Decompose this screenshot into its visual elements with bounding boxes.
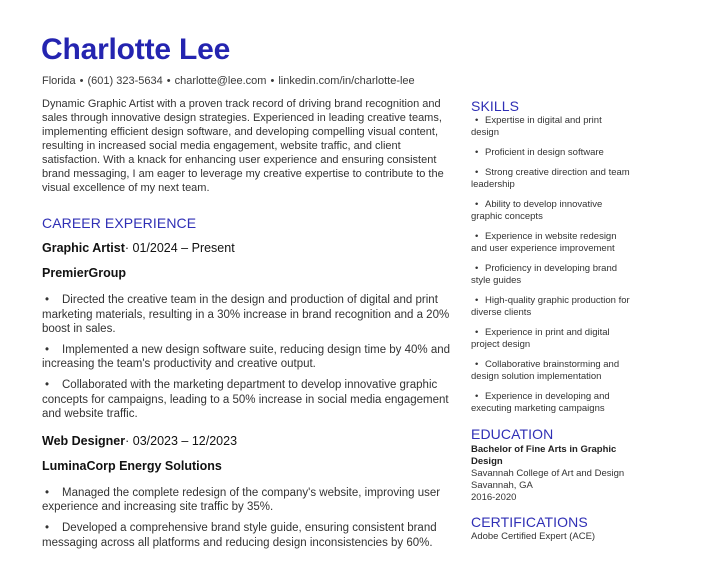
- company-name: LuminaCorp Energy Solutions: [42, 458, 222, 473]
- skill-item: [471, 147, 631, 159]
- bullet-icon: •: [475, 167, 479, 178]
- bullet-icon: •: [45, 378, 50, 391]
- skill-text: Proficiency in developing brand style guides: [471, 263, 618, 286]
- bullet-text: Directed the creative team in the design and production of digital and print marketing materials, resulting in a 30% increase in brand recognition and a 20% boost in sales.: [42, 294, 450, 336]
- job-bullets: [42, 486, 452, 550]
- bullet-text: Collaborated with the marketing department to develop innovative graphic concepts for campaigns, leading to a 50% increase in social media engagement and website traffic.: [42, 378, 449, 421]
- linkedin-link[interactable]: linkedin.com/in/charlotte-lee: [278, 75, 415, 87]
- school-location: Savannah, GA: [471, 480, 533, 491]
- bullet-text: Implemented a new design software suite, reducing design time by 40% and increasing the team's productivity and creative output.: [42, 343, 451, 371]
- skill-item: [471, 115, 631, 139]
- skill-item: [471, 263, 631, 287]
- degree: Bachelor of Fine Arts in Graphic Design: [471, 444, 617, 467]
- candidate-name: Charlotte Lee: [41, 33, 231, 66]
- location: Florida: [42, 75, 76, 87]
- sidebar-column: [471, 98, 631, 543]
- skills-list: [471, 115, 631, 415]
- contact-line: [42, 74, 415, 88]
- job-bullets: [42, 293, 452, 422]
- skill-text: Proficient in design software: [485, 147, 604, 158]
- bullet-icon: •: [45, 521, 50, 534]
- phone: (601) 323-5634: [87, 75, 163, 87]
- skill-text: Experience in website redesign and user experience improvement: [471, 231, 617, 254]
- skill-item: [471, 199, 631, 223]
- bullet-item: [42, 486, 452, 515]
- job-title-line: [42, 240, 452, 256]
- section-title-skills: SKILLS: [471, 98, 520, 114]
- section-title-certifications: CERTIFICATIONS: [471, 514, 588, 530]
- section-title-experience: CAREER EXPERIENCE: [42, 215, 197, 231]
- bullet-item: [42, 378, 452, 422]
- job-title-line: [42, 433, 452, 449]
- skill-text: Strong creative direction and team leadership: [471, 167, 630, 190]
- bullet-icon: •: [475, 359, 479, 370]
- skill-text: Ability to develop innovative graphic concepts: [471, 199, 603, 222]
- bullet-item: [42, 521, 452, 550]
- job-dates: · 01/2024 – Present: [124, 241, 235, 255]
- bullet-icon: •: [45, 343, 50, 356]
- job-role: Web Designer: [42, 433, 126, 448]
- separator: •: [166, 75, 171, 87]
- job-entry: [42, 433, 452, 550]
- company-name: PremierGroup: [42, 266, 127, 280]
- main-column: [42, 97, 452, 556]
- separator: •: [270, 75, 275, 87]
- professional-summary: Dynamic Graphic Artist with a proven track record of driving brand recognition and sales through innovative design strategies. Experienced in leading creative teams, implementing efficient design software, and developing compelling visual content, resulting in increased social media engagement, website traffic, and client satisfaction. With a knack for enhancing user experience and ensuring consistent brand messaging, I am eager to leverage my creative expertise to contribute to the visual excellence of my next team.: [42, 98, 444, 194]
- bullet-text: Managed the complete redesign of the company's website, improving user experience and increasing site traffic by 35%.: [42, 486, 441, 514]
- skill-text: Expertise in digital and print design: [471, 115, 602, 138]
- bullet-item: [42, 343, 452, 372]
- bullet-icon: •: [45, 486, 50, 499]
- skill-text: Experience in print and digital project design: [471, 327, 610, 350]
- job-dates: · 03/2023 – 12/2023: [125, 433, 238, 448]
- section-title-education: EDUCATION: [471, 426, 554, 442]
- bullet-icon: •: [475, 391, 479, 402]
- bullet-icon: •: [45, 294, 50, 306]
- skill-item: [471, 295, 631, 319]
- bullet-icon: •: [475, 295, 479, 306]
- bullet-icon: •: [475, 115, 479, 126]
- bullet-icon: •: [475, 231, 479, 242]
- skill-item: [471, 327, 631, 351]
- bullet-icon: •: [475, 263, 479, 274]
- certification-item: Adobe Certified Expert (ACE): [471, 531, 596, 542]
- school: Savannah College of Art and Design: [471, 468, 625, 479]
- bullet-text: Developed a comprehensive brand style guide, ensuring consistent brand messaging across all platforms and reducing design inconsistencies by 60%.: [42, 521, 437, 549]
- skill-item: [471, 391, 631, 415]
- skill-item: [471, 231, 631, 255]
- skill-item: [471, 359, 631, 383]
- bullet-icon: •: [475, 199, 479, 210]
- email-link[interactable]: charlotte@lee.com: [174, 75, 267, 87]
- bullet-icon: •: [475, 147, 479, 158]
- education-years: 2016-2020: [471, 492, 517, 503]
- job-role: Graphic Artist: [42, 241, 125, 255]
- skill-item: [471, 167, 631, 191]
- separator: •: [79, 75, 84, 87]
- skill-text: Collaborative brainstorming and design solution implementation: [471, 359, 620, 382]
- skill-text: Experience in developing and executing marketing campaigns: [471, 391, 610, 414]
- bullet-item: [42, 293, 452, 337]
- job-entry: [42, 240, 452, 422]
- skill-text: High-quality graphic production for diverse clients: [471, 295, 630, 318]
- bullet-icon: •: [475, 327, 479, 338]
